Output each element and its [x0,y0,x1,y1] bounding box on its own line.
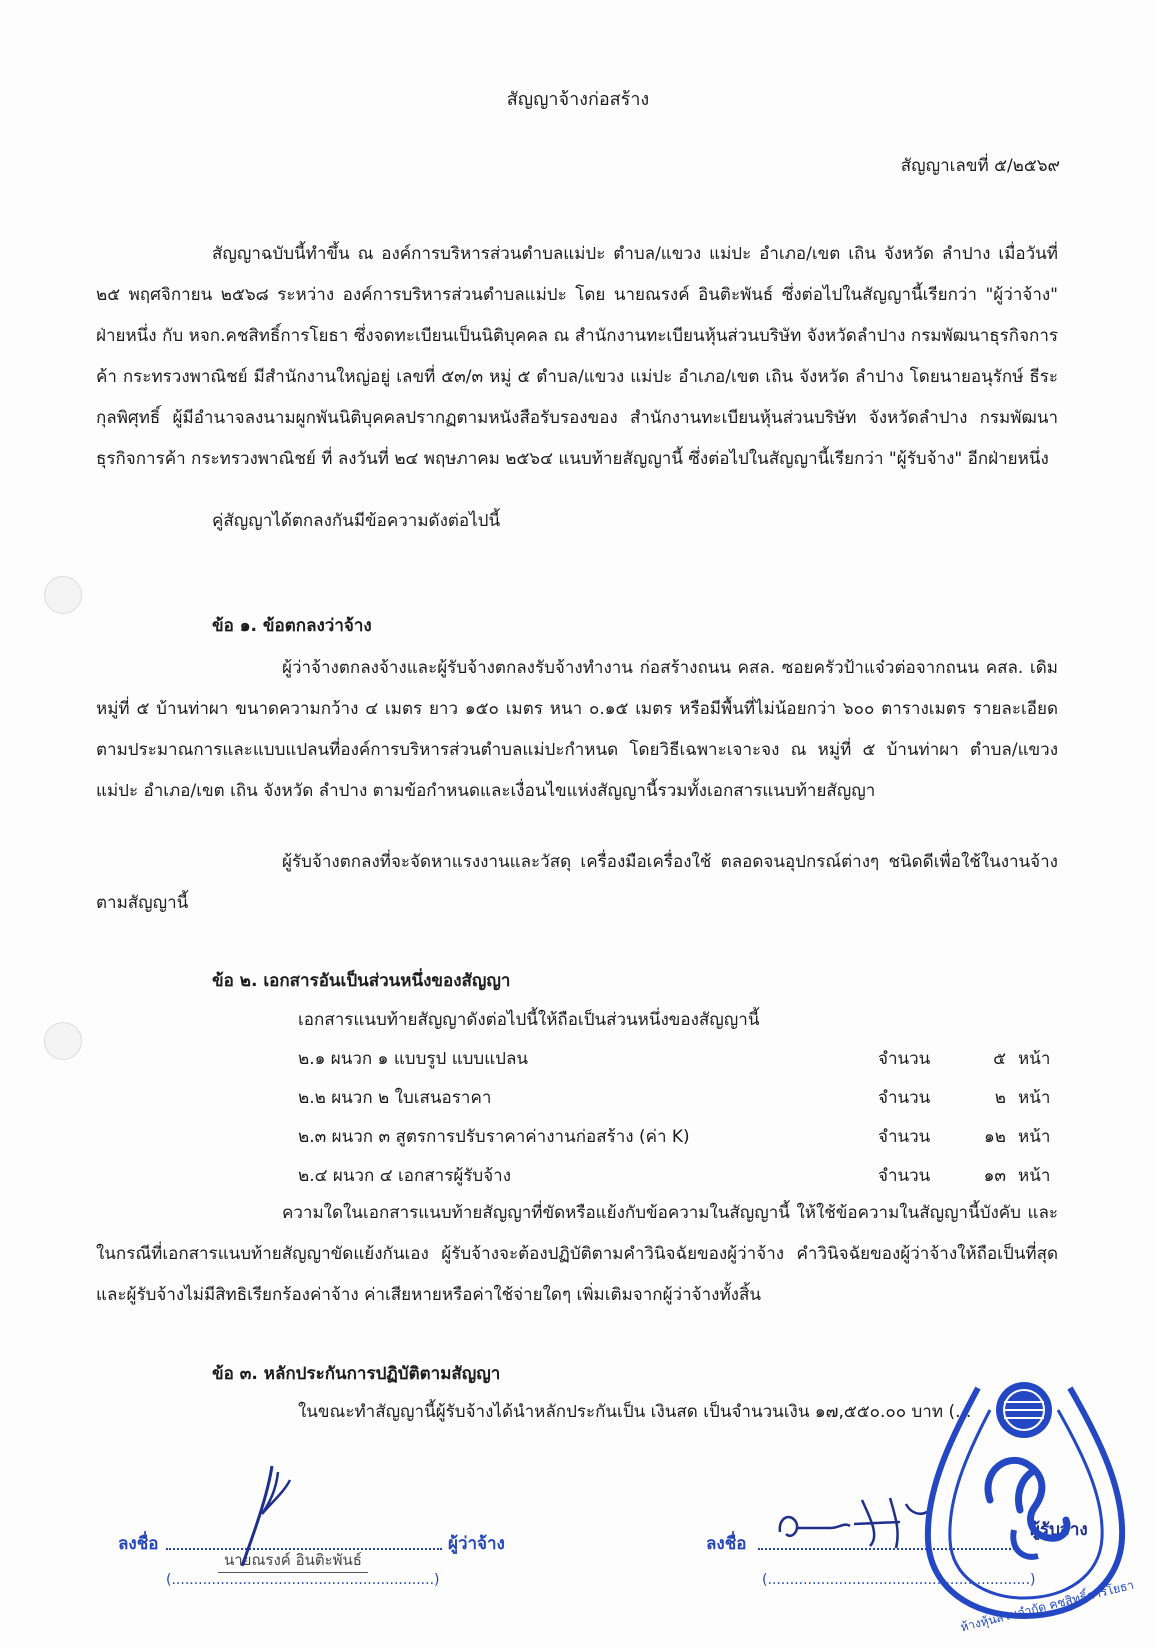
clause1-heading: ข้อ ๑. ข้อตกลงว่าจ้าง [212,616,372,636]
attachment-count-label: จำนวน [878,1049,931,1069]
employer-role: ผู้ว่าจ้าง [448,1534,505,1554]
attachment-pages: ๑๒ [984,1127,1006,1147]
employer-name-parentheses: (...........................................................) [166,1572,440,1588]
employer-signature [232,1462,302,1572]
clause3-heading: ข้อ ๓. หลักประกันการปฏิบัติตามสัญญา [212,1364,501,1384]
punch-hole [44,1022,82,1060]
preamble-paragraph: สัญญาฉบับนี้ทำขึ้น ณ องค์การบริหารส่วนตำบลแม่ปะ ตำบล/แขวง แม่ปะ อำเภอ/เขต เถิน จังหวัด ลำปาง เมื่อวันที่ ๒๕ พฤศจิกายน ๒๕๖๘ ระหว่าง องค์การบริหารส่วนตำบลแม่ปะ โดย นายณรงค์ อินติะพันธ์ ซึ่งต่อไปในสัญญานี้เรียกว่า "ผู้ว่าจ้าง" ฝ่ายหนึ่ง กับ หจก.คชสิทธิ์การโยธา ซึ่งจดทะเบียนเป็นนิติบุคคล ณ สำนักงานทะเบียนหุ้นส่วนบริษัท จังหวัดลำปาง กรมพัฒนาธุรกิจการค้า กระทรวงพาณิชย์ มีสำนักงานใหญ่อยู่ เลขที่ ๕๓/๓ หมู่ ๕ ตำบล/แขวง แม่ปะ อำเภอ/เขต เถิน จังหวัด ลำปาง โดยนายอนุรักษ์ ธีระกุลพิศุทธิ์ ผู้มีอำนาจลงนามผูกพันนิติบุคคลปรากฏตามหนังสือรับรองของ สำนักงานทะเบียนหุ้นส่วนบริษัท จังหวัดลำปาง กรมพัฒนาธุรกิจการค้า กระทรวงพาณิชย์ ที่ ลงวันที่ ๒๔ พฤษภาคม ๒๕๖๔ แนบท้ายสัญญานี้ ซึ่งต่อไปในสัญญานี้เรียกว่า "ผู้รับจ้าง" อีกฝ่ายหนึ่ง [96,244,1058,469]
clause1-paragraph-2: ผู้รับจ้างตกลงที่จะจัดหาแรงงานและวัสดุ เครื่องมือเครื่องใช้ ตลอดจนอุปกรณ์ต่างๆ ชนิดดีเพื่อใช้ในงานจ้างตามสัญญานี้ [96,852,1058,913]
contractor-sign-label: ลงชื่อ [706,1534,747,1554]
attachment-label: ๒.๓ ผนวก ๓ สูตรการปรับราคาค่างานก่อสร้าง (ค่า K) [298,1127,690,1147]
contractor-name-parentheses: (...........................................................) [762,1572,1036,1588]
employer-name-stamp: นายณรงค์ อินติะพันธ์ [218,1548,368,1573]
attachment-label: ๒.๔ ผนวก ๔ เอกสารผู้รับจ้าง [298,1166,512,1186]
attachment-pages: ๑๓ [983,1166,1006,1186]
seal-text: ห้างหุ้นส่วนจำกัด คชสิทธิ์การโยธา [958,1577,1136,1635]
clause1-paragraph-1: ผู้ว่าจ้างตกลงจ้างและผู้รับจ้างตกลงรับจ้างทำงาน ก่อสร้างถนน คสล. ซอยครัวป้าแจ๋วต่อจากถนน คสล. เดิม หมู่ที่ ๕ บ้านท่าผา ขนาดความกว้าง ๔ เมตร ยาว ๑๕๐ เมตร หนา ๐.๑๕ เมตร หรือมีพื้นที่ไม่น้อยกว่า ๖๐๐ ตารางเมตร รายละเอียดตามประมาณการและแบบแปลนที่องค์การบริหารส่วนตำบลแม่ปะกำหนด โดยวิธีเฉพาะเจาะจง ณ หมู่ที่ ๕ บ้านท่าผา ตำบล/แขวง แม่ปะ อำเภอ/เขต เถิน จังหวัด ลำปาง ตามข้อกำหนดและเงื่อนไขแห่งสัญญานี้รวมทั้งเอกสารแนบท้ายสัญญา [96,658,1058,801]
attachment-item [298,1123,1051,1149]
clause3-text: ในขณะทำสัญญานี้ผู้รับจ้างได้นำหลักประกันเป็น เงินสด เป็นจำนวนเงิน ๑๗,๕๕๐.๐๐ บาท (... [298,1402,972,1422]
employer-sign-label: ลงชื่อ [118,1534,159,1554]
attachment-label: ๒.๑ ผนวก ๑ แบบรูป แบบแปลน [298,1049,529,1069]
attachment-unit: หน้า [1018,1088,1051,1108]
agreement-line: คู่สัญญาได้ตกลงกันมีข้อความดังต่อไปนี้ [212,511,501,531]
attachment-count-label: จำนวน [878,1166,931,1186]
attachment-pages: ๕ [993,1049,1006,1069]
attachment-item [298,1162,1051,1188]
attachment-count-label: จำนวน [878,1088,931,1108]
clause2-heading: ข้อ ๒. เอกสารอันเป็นส่วนหนึ่งของสัญญา [212,971,511,991]
attachment-count-label: จำนวน [878,1127,931,1147]
attachment-label: ๒.๒ ผนวก ๒ ใบเสนอราคา [298,1088,492,1108]
punch-hole [44,576,82,614]
clause2-intro: เอกสารแนบท้ายสัญญาดังต่อไปนี้ให้ถือเป็นส่วนหนึ่งของสัญญานี้ [298,1010,760,1030]
attachment-item [298,1084,1051,1110]
document-title: สัญญาจ้างก่อสร้าง [506,89,650,110]
attachment-pages: ๒ [994,1088,1006,1108]
contractor-role: ผู้รับจ้าง [1030,1520,1088,1540]
attachment-unit: หน้า [1018,1166,1051,1186]
clause2-closing: ความใดในเอกสารแนบท้ายสัญญาที่ขัดหรือแย้งกับข้อความในสัญญานี้ ให้ใช้ข้อความในสัญญานี้บังคับ และในกรณีที่เอกสารแนบท้ายสัญญาขัดแย้งกันเอง ผู้รับจ้างจะต้องปฏิบัติตามคำวินิจฉัยของผู้ว่าจ้าง คำวินิจฉัยของผู้ว่าจ้างให้ถือเป็นที่สุด และผู้รับจ้างไม่มีสิทธิเรียกร้องค่าจ้าง ค่าเสียหายหรือค่าใช้จ่ายใดๆ เพิ่มเติมจากผู้ว่าจ้างทั้งสิ้น [96,1203,1058,1305]
attachment-unit: หน้า [1018,1127,1051,1147]
contract-number: สัญญาเลขที่ ๕/๒๕๖๙ [900,156,1060,176]
attachment-unit: หน้า [1018,1049,1051,1069]
attachment-item [298,1045,1051,1071]
